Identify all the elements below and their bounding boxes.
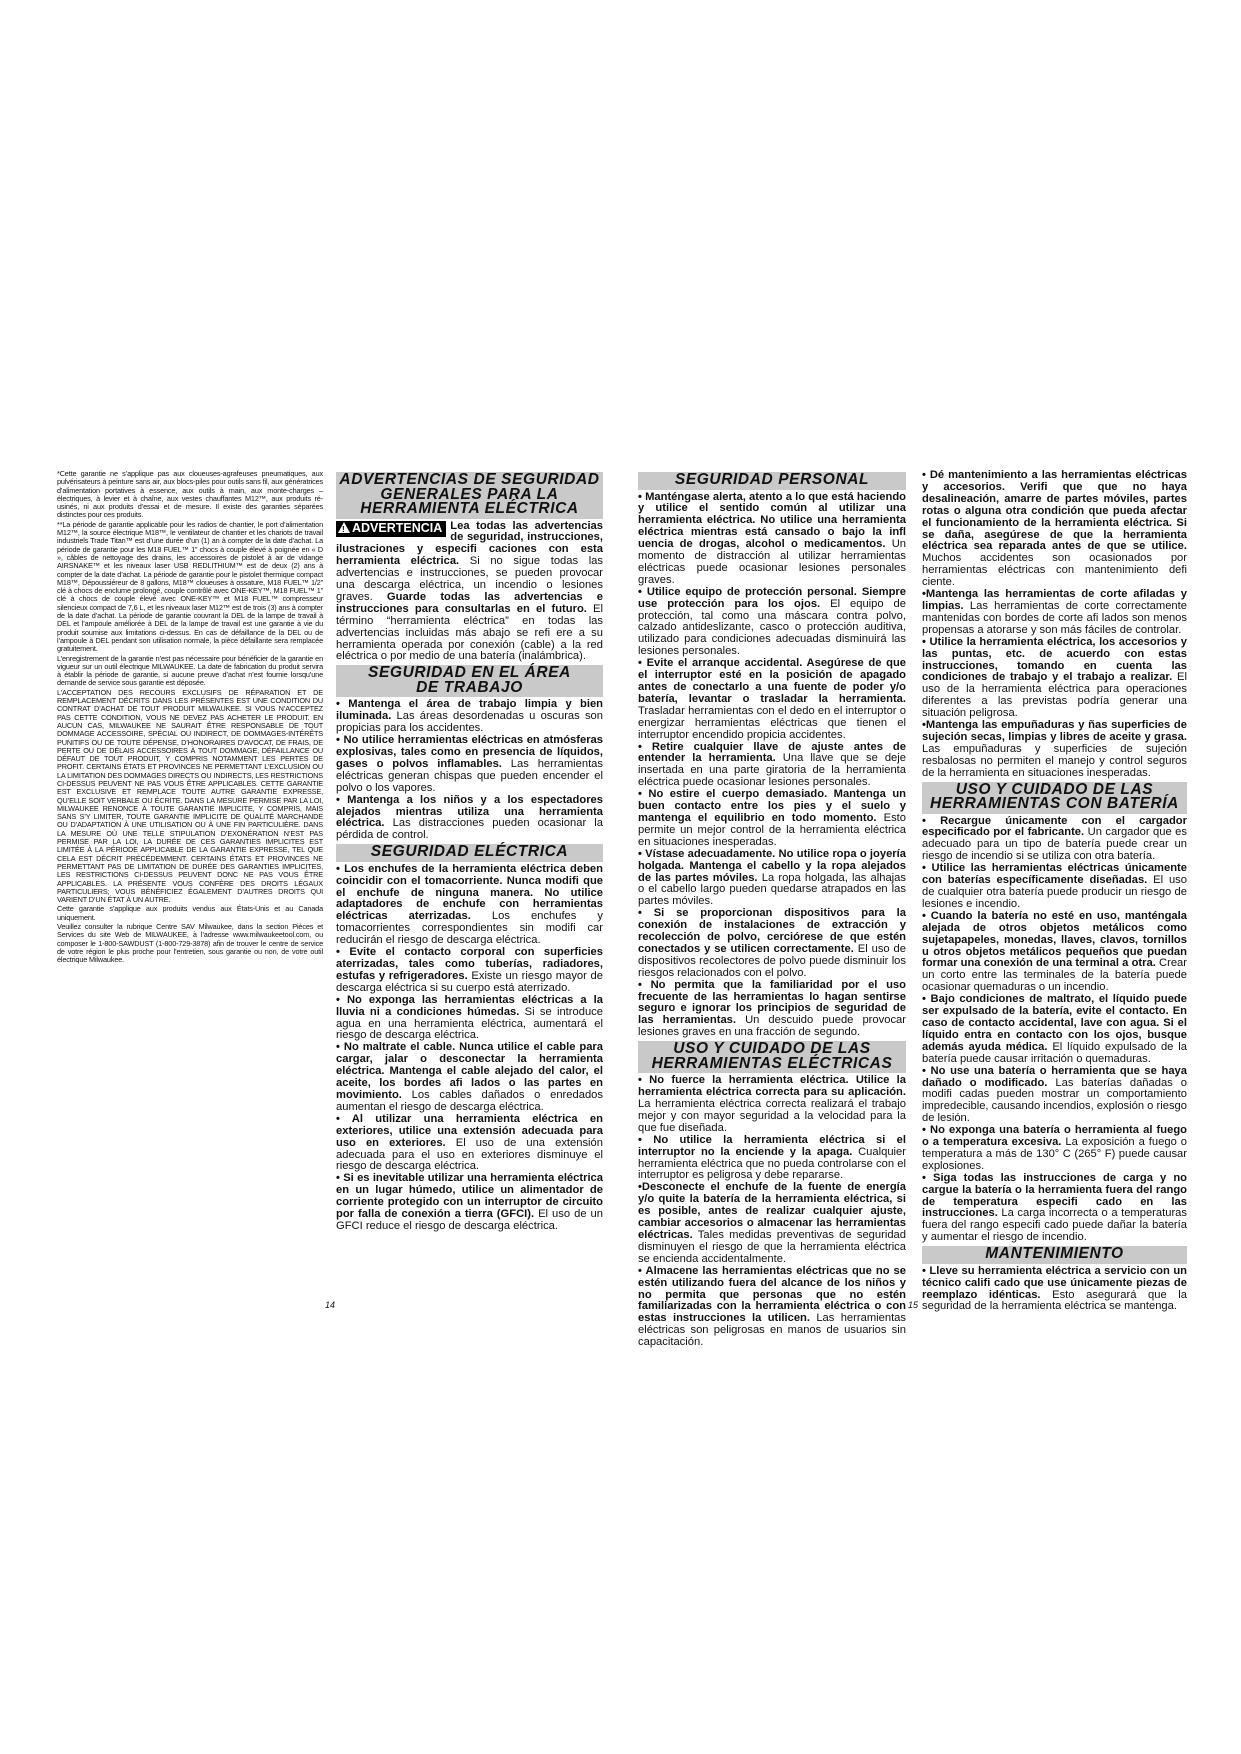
list-item: • Al utilizar una herramienta eléctrica en exteriores, utilice una extensión adecuada para uso en exteriores. El uso de una extensión adecuada para el uso en exteriores disminuye el riesgo de descarga eléctrica. xyxy=(336,1112,603,1173)
battery-list xyxy=(922,816,1187,1245)
tool-use-list xyxy=(638,1075,906,1349)
list-item: • Recargue únicamente con el cargador especificado por el fabricante. Un cargador que es adecuado para un tipo de batería puede crear un riesgo de incendio si se utiliza con otra batería. xyxy=(922,814,1187,863)
section-header-work-area: SEGURIDAD EN EL ÁREA DE TRABAJO xyxy=(336,665,603,697)
list-item: • No exponga una batería o herramienta al fuego o a temperatura excesiva. La exposición a fuego o temperatura a más de 130° C (265° F) puede causar explosiones. xyxy=(922,1124,1188,1172)
list-item: • Bajo condiciones de maltrato, el líquido puede ser expulsado de la batería, evite el contacto. En caso de contacto accidental, lave con agua. Si el líquido entra en contacto con los ojos, busque además ayuda médica. El líquido expulsado de la batería puede causar irritación o quemaduras. xyxy=(922,993,1187,1065)
maintenance-list xyxy=(922,1266,1187,1314)
list-item: • Si se proporcionan dispositivos para la conexión de instalaciones de extracción y recolección de polvo, cerciórese de que estén conectados y se utilicen correctamente. El uso de dispositivos recolectores de polvo puede disminuir los riesgos relacionados con el polvo. xyxy=(638,907,906,979)
section-header-battery: USO Y CUIDADO DE LAS HERRAMIENTAS CON BATERÍA xyxy=(922,782,1187,814)
list-item: • Mantenga el área de trabajo limpia y bien iluminada. Las áreas desordenadas u oscuras son propicias para los accidentes. xyxy=(336,698,603,735)
list-item: • Manténgase alerta, atento a lo que está haciendo y utilice el sentido común al utilizar una herramienta eléctrica. No utilice una herramienta eléctrica mientras está cansado o bajo la infl uencia de drogas, alcohol o medicamentos. Un momento de distracción al utilizar herramientas eléctricas puede ocasionar lesiones personales graves. xyxy=(638,490,906,586)
section-header-maintenance: MANTENIMIENTO xyxy=(922,1246,1187,1264)
warranty-paragraph: L’ACCEPTATION DES RECOURS EXCLUSIFS DE RÉPARATION ET DE REMPLACEMENT DÉCRITS DANS LES PRÉSENTES EST UNE CONDITION DU CONTRAT D’ACHAT DE TOUT PRODUIT MILWAUKEE. SI VOUS N’ACCEPTEZ PAS CETTE CONDITION, VOUS NE DEVEZ PAS ACHETER LE PRODUIT. EN AUCUN CAS, MILWAUKEE NE SAURAIT ÊTRE RESPONSABLE DE TOUT DOMMAGE ACCESSOIRE, SPÉCIAL OU INDIRECT, DE DOMMAGES-INTÉRÊTS PUNITIFS OU DE TOUTE DÉPENSE, D’HONORAIRES D’AVOCAT, DE FRAIS, DE PERTE OU DE DÉLAIS ACCESSOIRES À TOUT DOMMAGE, DÉFAILLANCE OU DÉFAUT DE TOUT PRODUIT, Y COMPRIS NOTAMMENT LES PERTES DE PROFIT. CERTAINS ÉTATS ET PROVINCES NE PERMETTANT L’EXCLUSION OU LA LIMITATION DES DOMMAGES DIRECTS OU INDIRECTS, LES RESTRICTIONS CI-DESSUS PEUVENT NE PAS VOUS ÊTRE APPLICABLES. CETTE GARANTIE EST EXCLUSIVE ET REMPLACE TOUTE AUTRE GARANTIE EXPRESSE, QU’ELLE SOIT VERBALE OU ÉCRITE. DANS LA MESURE PERMISE PAR LA LOI, MILWAUKEE RENONCE À TOUTE GARANTIE IMPLICITE, Y COMPRIS, MAIS SANS S’Y LIMITER, TOUTE GARANTIE IMPLICITE DE QUALITÉ MARCHANDE OU D’ADAPTATION À UNE UTILISATION OU À UNE FIN PARTICULIÈRE. DANS LA MESURE OÙ UNE TELLE STIPULATION D’EXONÉRATION N’EST PAS PERMISE PAR LA LOI, LA DURÉE DE CES GARANTIES IMPLICITES EST LIMITÉE À LA PÉRIODE APPLICABLE DE LA GARANTIE EXPRESSE, TEL QUE CELA EST DÉCRIT PRÉCÉDEMMENT. CERTAINS ÉTATS ET PROVINCES NE PERMETTANT PAS DE LIMITATION DE DURÉE DES GARANTIES IMPLICITES, LES RESTRICTIONS CI-DESSUS PEUVENT DONC NE PAS VOUS ÊTRE APPLICABLES. LA PRÉSENTE VOUS CONFÈRE DES DROITS LÉGAUX PARTICULIERS; VOUS BÉNÉFICIEZ ÉGALEMENT D’AUTRES DROITS QUI VARIENT D’UN ÉTAT À UN AUTRE. xyxy=(57,687,323,905)
list-item: • Cuando la batería no esté en uso, manténgala alejada de otros objetos metálicos como sujetapapeles, monedas, llaves, clavos, tornillos u otros objetos metálicos pequeños que puedan formar una conexión de una terminal a otra. Crear un corto entre las terminales de la batería puede ocasionar quemaduras o un incendio. xyxy=(922,909,1187,994)
section-header-tool-use: USO Y CUIDADO DE LAS HERRAMIENTAS ELÉCTRICAS xyxy=(638,1041,906,1073)
list-item: • Utilice equipo de protección personal. Siempre use protección para los ojos. El equipo de protección, tal como una máscara contra polvo, calzado antideslizante, casco o protección auditiva, utilizado para condiciones adecuadas disminuirá las lesiones personales. xyxy=(638,585,907,658)
list-item: • Si es inevitable utilizar una herramienta eléctrica en un lugar húmedo, utilice un alimentador de corriente protegido con un interruptor de circuito por falla de conexión a tierra (GFCI). El uso de un GFCI reduce el riesgo de descarga eléctrica. xyxy=(336,1172,603,1232)
list-item: • No utilice herramientas eléctricas en atmósferas explosivas, tales como en presencia de líquidos, gases o polvos inflamables. Las herramientas eléctricas generan chispas que pueden encender el polvo o los vapores. xyxy=(336,734,603,794)
list-item: • Retire cualquier llave de ajuste antes de entender la herramienta. Una llave que se deje insertada en una parte giratoria de la herramienta eléctrica puede ocasionar lesiones personales. xyxy=(638,740,906,789)
list-item: • Vístase adecuadamente. No utilice ropa o joyería holgada. Mantenga el cabello y la ropa alejados de las partes móviles. La ropa holgada, las alhajas o el cabello largo pueden quedarse atrapados en las partes móviles. xyxy=(638,847,906,908)
warranty-paragraph: Veuillez consulter la rubrique Centre SAV Milwaukee, dans la section Pièces et Services du site Web de MILWAUKEE, à l’adresse www.milwaukeetool.com, ou composer le 1-800-SAWDUST (1-800-729-3878) afin de trouver le centre de service de votre région le plus proche pour l’entretien, sous garantie ou non, de votre outil électrique Milwaukee. xyxy=(57,922,323,965)
list-item: • No estire el cuerpo demasiado. Mantenga un buen contacto entre los pies y el suelo y mantenga el equilibrio en todo momento. Esto permite un mejor control de la herramienta eléctrica en situaciones inesperadas. xyxy=(638,788,906,848)
page-number-left: 14 xyxy=(325,1300,336,1310)
list-item: • Los enchufes de la herramienta eléctrica deben coincidir con el tomacorriente. Nunca modifi que el enchufe de ninguna manera. No utilice adaptadores de enchufe con herramientas eléctricas aterrizadas. Los enchufes y tomacorrientes correspondientes sin modifi car reducirán el riesgo de descarga eléctrica. xyxy=(336,862,603,947)
list-item: • Siga todas las instrucciones de carga y no cargue la batería o la herramienta fuera del rango de temperatura especifi cado en las instrucciones. La carga incorrecta o a temperaturas fuera del rango especifi cado puede dañar la batería y aumentar el riesgo de incendio. xyxy=(922,1171,1187,1244)
warranty-paragraph: *Cette garantie ne s’applique pas aux cloueuses-agrafeuses pneumatiques, aux pulvérisateurs à peinture sans air, aux blocs-piles pour outils sans fil, aux génératrices d’alimentation portatives à essence, aux outils à main, aux monte-charges – électriques, à levier et à chaîne, aux vestes chauffantes M12™, aux produits ré-usinés, ni aux produits d’essai et de mesure. Il existe des garanties séparées distinctes pour ces produits. xyxy=(57,469,323,520)
electrical-list xyxy=(336,864,603,1233)
list-item: • Utilice las herramientas eléctricas únicamente con baterías específicamente diseñadas. El uso de cualquier otra batería puede producir un riesgo de lesiones e incendio. xyxy=(922,862,1187,910)
list-item: • No use una batería o herramienta que se haya dañado o modificado. Las baterías dañadas o modifi cadas pueden mostrar un comportamiento impredecible, causando incendios, explosión o riesgo de lesión. xyxy=(922,1064,1187,1125)
warning-icon xyxy=(338,522,350,533)
list-item: •Mantenga las herramientas de corte afiladas y limpias. Las herramientas de corte correctamente mantenidas con bordes de corte afi lados son menos propensas a atorarse y son más fáciles de controlar. xyxy=(922,588,1187,636)
general-safety-column xyxy=(336,470,603,1233)
battery-column xyxy=(922,470,1187,1313)
section-header-personal: SEGURIDAD PERSONAL xyxy=(638,472,906,490)
list-item: •Mantenga las empuñaduras y ñas superficies de sujeción secas, limpias y libres de aceite y grasa. Las empuñaduras y superficies de sujeción resbalosas no permiten el manejo y control seguros de la herramienta en situaciones inesperadas. xyxy=(922,719,1187,779)
warranty-paragraph: **La période de garantie applicable pour les radios de chantier, le port d’alimentation M12™, la source électrique M18™, le ventilateur de chantier et les chariots de travail industriels Trade Titan™ est d’une durée d’un (1) an à compter de la date d’achat. La période de garantie pour les M18 FUEL™ 1” chocs à couple élevé à poignée en « D », câbles de nettoyage des drains, les accessoires de pistolet à air de vidange AIRSNAKE™ et les niveaux laser USB REDLITHIUM™ est de deux (2) ans à compter de la date d’achat. La période de garantie pour le pistolet thermique compact M18™, Dépoussiéreur de 8 gallons, M18™ cloueuses à ossature, M18 FUEL™ 1/2” clé à chocs de enclume prolongé, couple contrôlé avec ONE-KEY™, M18 FUEL™ 1” clé à chocs de couple élevé avec ONE-KEY™ et M18 FUEL™ compresseur silencieux compact de 7,6 L, et les niveaux laser M12™ est de trois (3) ans à compter de la date d’achat. La période de garantie couvrant la DEL de la lampe de travail à DEL et l’ampoule améliorée à DEL de la lampe de travail est une garantie à vie du produit soumise aux limitations ci-dessus. En cas de défaillance de la DEL ou de l’ampoule à DEL pendant son utilisation normale, la pièce défaillante sera remplacée gratuitement. xyxy=(57,519,323,654)
personal-list xyxy=(638,492,906,1040)
tool-use-list-cont xyxy=(922,470,1187,780)
list-item: • No permita que la familiaridad por el uso frecuente de las herramientas lo hagan sentirse seguro e ignorar los principios de seguridad de las herramientas. Un descuido puede provocar lesiones graves en una fracción de segundo. xyxy=(638,978,906,1039)
section-header-general: ADVERTENCIAS DE SEGURIDAD GENERALES PARA LA HERRAMIENTA ELÉCTRICA xyxy=(336,472,603,519)
warranty-paragraph: L’enregistrement de la garantie n’est pas nécessaire pour bénéficier de la garantie en vigueur sur un outil électrique MILWAUKEE. La date de fabrication du produit servira à établir la période de garantie, si aucune preuve d’achat n’est fournie lorsqu’une demande de service sous garantie est déposée. xyxy=(57,653,323,688)
personal-safety-column xyxy=(638,470,906,1349)
warranty-column xyxy=(57,470,323,966)
list-item: • Evite el arranque accidental. Asegúrese de que el interruptor esté en la posición de apagado antes de conectarlo a una fuente de poder y/o batería, levantar o trasladar la herramienta. Trasladar herramientas con el dedo en el interruptor o energizar herramientas eléctricas que tienen el interruptor encendido propicia accidentes. xyxy=(638,657,906,741)
list-item: • Almacene las herramientas eléctricas que no se estén utilizando fuera del alcance de los niños y no permita que personas que no estén familiarizadas con la herramienta eléctrica o con estas instrucciones la utilicen. Las herramientas eléctricas son peligrosas en manos de usuarios sin capacitación. xyxy=(638,1264,906,1349)
list-item: • No fuerce la herramienta eléctrica. Utilice la herramienta eléctrica correcta para su aplicación. La herramienta eléctrica correcta realizará el trabajo mejor y con mayor seguridad a la velocidad para la que fue diseñada. xyxy=(638,1074,906,1134)
section-header-electrical: SEGURIDAD ELÉCTRICA xyxy=(336,844,603,862)
list-item: • No maltrate el cable. Nunca utilice el cable para cargar, jalar o desconectar la herramienta eléctrica. Mantenga el cable alejado del calor, el aceite, los bordes afi lados o las partes en movimiento. Los cables dañados o enredados aumentan el riesgo de descarga eléctrica. xyxy=(336,1041,603,1113)
list-item: • Mantenga a los niños y a los espectadores alejados mientras utiliza una herramienta eléctrica. Las distracciones pueden ocasionar la pérdida de control. xyxy=(336,793,603,842)
general-intro: !ADVERTENCIA Lea todas las advertencias de seguridad, instrucciones, ilustraciones y especifi caciones con esta herramienta eléctrica. Si no sigue todas las advertencias e instrucciones, se pueden provocar una descarga eléctrica, un incendio o lesiones graves. Guarde todas las advertencias e instrucciones para consultarlas en el futuro. El término “herramienta eléctrica” en todas las advertencias incluidas más abajo se refi ere a su herramienta operada por conexión (cable) a la red eléctrica o por medio de una batería (inalámbrica). xyxy=(336,521,603,664)
list-item: • Dé mantenimiento a las herramientas eléctricas y accesorios. Verifi que que no haya desalineación, amarre de partes móviles, partes rotas o alguna otra condición que pueda afectar el funcionamiento de la herramienta eléctrica. Si se daña, asegúrese de que la herramienta eléctrica sea reparada antes de que se utilice. Muchos accidentes son ocasionados por herramientas eléctricas con mantenimiento defi ciente. xyxy=(922,469,1187,589)
list-item: • No utilice la herramienta eléctrica si el interruptor no la enciende y la apaga. Cualquier herramienta eléctrica que no pueda controlarse con el interruptor es peligrosa y debe repararse. xyxy=(638,1133,906,1182)
work-area-list xyxy=(336,699,603,842)
list-item: • Evite el contacto corporal con superficies aterrizadas, tales como tuberías, radiadores, estufas y refrigeradores. Existe un riesgo mayor de descarga eléctrica si su cuerpo está aterrizado. xyxy=(336,946,603,994)
list-item: • No exponga las herramientas eléctricas a la lluvia ni a condiciones húmedas. Si se introduce agua en una herramienta eléctrica, aumentará el riesgo de descarga eléctrica. xyxy=(336,993,603,1042)
page-number-right: 15 xyxy=(908,1300,919,1310)
warning-badge: !ADVERTENCIA xyxy=(336,521,446,537)
list-item: • Utilice la herramienta eléctrica, los accesorios y las puntas, etc. de acuerdo con estas instrucciones, tomando en cuenta las condiciones de trabajo y el trabajo a realizar. El uso de la herramienta eléctrica para operaciones diferentes a las previstas podría generar una situación peligrosa. xyxy=(922,635,1187,720)
list-item: • Lleve su herramienta eléctrica a servicio con un técnico califi cado que use únicamente piezas de reemplazo idénticas. Esto asegurará que la seguridad de la herramienta eléctrica se mantenga. xyxy=(922,1264,1187,1313)
warranty-paragraph: Cette garantie s’applique aux produits vendus aux États-Unis et au Canada uniquement. xyxy=(57,904,323,922)
list-item: •Desconecte el enchufe de la fuente de energía y/o quite la batería de la herramienta eléctrica, si es posible, antes de realizar cualquier ajuste, cambiar accesorios o almacenar las herramientas eléctricas. Tales medidas preventivas de seguridad disminuyen el riesgo de que la herramienta eléctrica se encienda accidentalmente. xyxy=(638,1181,906,1265)
